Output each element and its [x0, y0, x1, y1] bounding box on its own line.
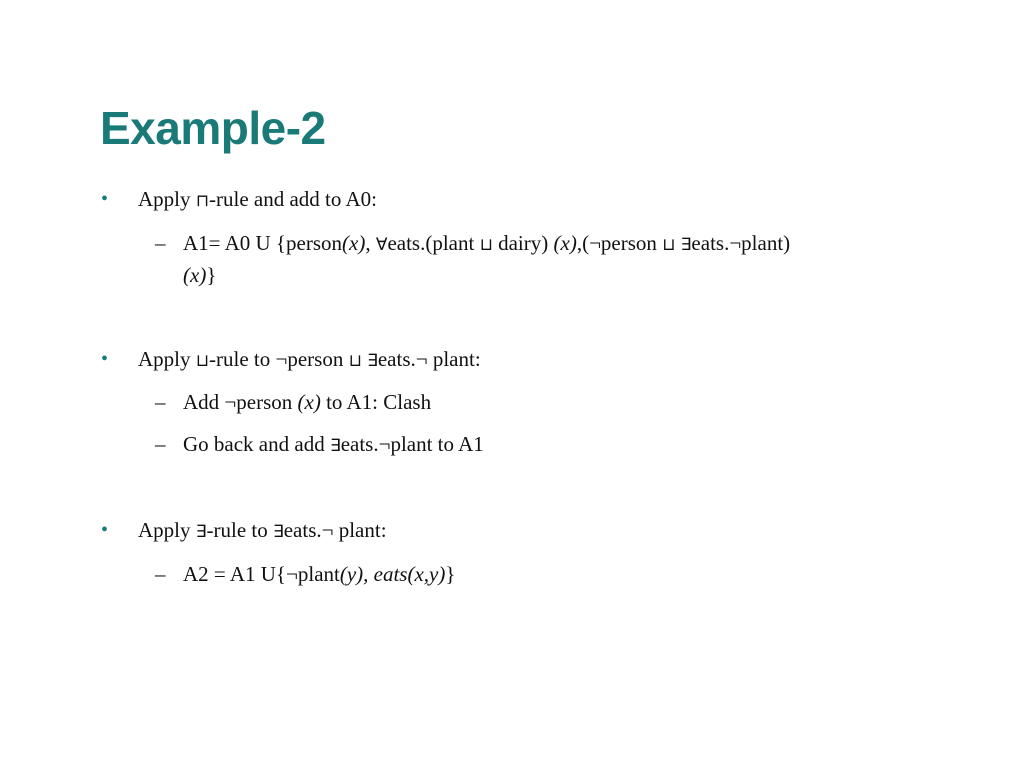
union-symbol: ⊔ — [348, 351, 362, 371]
text-run: } — [445, 562, 456, 586]
union-symbol: ⊔ — [479, 235, 493, 255]
text-run: (x) — [553, 231, 577, 255]
text-run: Apply — [138, 187, 196, 211]
exists-symbol: ∃ — [272, 522, 284, 542]
text-run: Go back and add — [183, 432, 330, 456]
sub-bullet-3-1-text — [183, 559, 958, 589]
exists-symbol: ∃ — [329, 436, 341, 456]
text-run: to A1: Clash — [320, 390, 432, 414]
text-run: , — [365, 231, 376, 255]
text-run: -rule to — [206, 518, 273, 542]
text-run: ,(¬person — [576, 231, 663, 255]
exists-symbol: ∃ — [195, 522, 207, 542]
text-run: (x) — [183, 263, 207, 287]
text-run: (y), eats(x,y) — [339, 562, 446, 586]
text-run: -rule to ¬person — [209, 347, 349, 371]
text-run: eats.¬plant to A1 — [340, 432, 484, 456]
sub-bullet-marker: – — [155, 432, 166, 456]
text-run: A2 = A1 U{¬plant — [183, 562, 340, 586]
bullet-marker: • — [101, 188, 109, 210]
text-run: eats.¬ plant: — [377, 347, 481, 371]
text-run: eats.¬plant) — [691, 231, 791, 255]
text-run: eats.¬ plant: — [283, 518, 387, 542]
sub-bullet-2-2-text — [183, 429, 958, 461]
bullet-3-text — [138, 515, 958, 547]
text-run: -rule and add to A0: — [209, 187, 377, 211]
sub-bullet-marker: – — [155, 231, 166, 255]
bullet-marker: • — [101, 348, 109, 370]
union-symbol: ⊔ — [195, 351, 210, 371]
text-run: } — [206, 263, 217, 287]
text-run: (x) — [342, 231, 366, 255]
sub-bullet-1-1-text — [183, 228, 958, 290]
text-run: A1= A0 U {person — [183, 231, 342, 255]
forall-symbol: ∀ — [375, 235, 388, 255]
text-run: Add ¬person — [183, 390, 298, 414]
exists-symbol: ∃ — [367, 351, 378, 371]
text-run: Apply — [138, 518, 196, 542]
union-symbol: ⊔ — [662, 235, 676, 255]
text-run: dairy) — [492, 231, 554, 255]
bullet-1-text — [138, 184, 958, 216]
sub-bullet-marker: – — [155, 390, 166, 414]
exists-symbol: ∃ — [680, 235, 692, 255]
text-run: eats.(plant — [387, 231, 480, 255]
intersection-symbol: ⊓ — [195, 191, 210, 211]
text-run: (x) — [297, 390, 321, 414]
slide-title: Example-2 — [100, 102, 326, 154]
sub-bullet-marker: – — [155, 562, 166, 586]
bullet-2-text — [138, 344, 958, 376]
text-run: Apply — [138, 347, 196, 371]
sub-bullet-2-1-text — [183, 387, 958, 417]
bullet-marker: • — [101, 519, 109, 541]
